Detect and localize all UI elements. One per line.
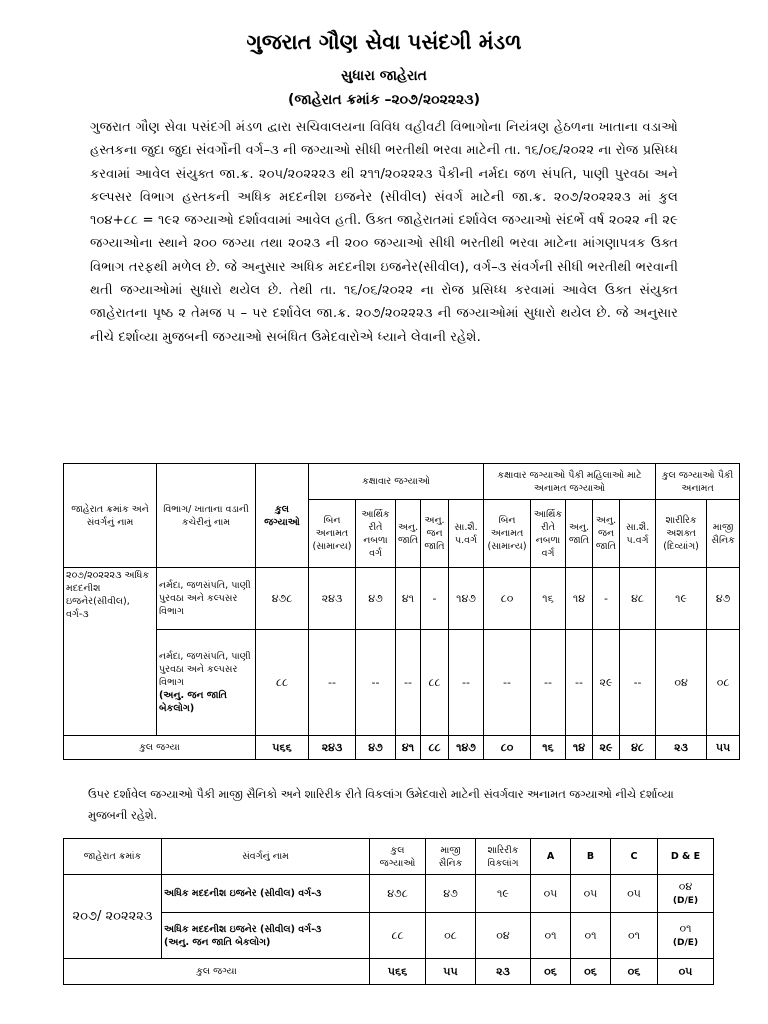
table-cell: ૦૧	[611, 913, 658, 959]
table-cell: -	[421, 568, 449, 630]
table-cell: ૪૭	[426, 875, 476, 913]
table-cell: ૦૬	[531, 959, 571, 985]
table-cell: ૪૭	[356, 736, 396, 760]
dept-name: નર્મદા, જળસંપતિ, પાણી પુરવઠા અને કલ્પસર વિભાગ	[159, 651, 251, 688]
table-cell: ૧૯	[476, 875, 531, 913]
table-cell: ૮૮	[421, 630, 449, 736]
table-cell: --	[620, 630, 656, 736]
table-cell: ૫૫	[707, 736, 740, 760]
header-dept: વિભાગ/ ખાતાના વડાની કચેરીનું નામ	[157, 464, 256, 568]
advertisement-number: (જાહેરાત ક્રમાંક –૨૦૭/૨૦૨૨૨૩)	[288, 92, 480, 108]
table-cell: --	[484, 630, 531, 736]
table-cell: ૦૧	[571, 913, 611, 959]
table-cell: ૮૦	[484, 568, 531, 630]
header-cell: સંવર્ગનું નામ	[162, 839, 370, 875]
table-cell: --	[396, 630, 421, 736]
page-title: ગુજરાત ગૌણ સેવા પસંદગી મંડળ	[246, 30, 522, 54]
table-cell: ૮૦	[484, 736, 531, 760]
header-cell: કુલ જગ્યાઓ	[370, 839, 426, 875]
table-cell: ૪૧	[396, 736, 421, 760]
table-cell: ૨૯	[593, 736, 620, 760]
table-cell: ૦૫	[571, 875, 611, 913]
sub-header: અનુ. જન જાતિ	[421, 500, 449, 568]
header-cell: D & E	[658, 839, 714, 875]
sub-header: માજી સૈનિક	[707, 500, 740, 568]
table-cell: ૨૪૩	[309, 568, 356, 630]
table-cell: ૦૧	[531, 913, 571, 959]
header-women: કક્ષાવાર જગ્યાઓ પૈકી મહિલાઓ માટે અનામત જગ્યાઓ	[484, 464, 656, 500]
sub-header: અનુ. જન જાતિ	[593, 500, 620, 568]
sub-header: સા.શૈ. પ.વર્ગ	[620, 500, 656, 568]
cadre-name: અધિક મદદનીશ ઇજનેર (સીવીલ) વર્ગ-૩	[162, 875, 370, 913]
total-label: કુલ જગ્યા	[64, 959, 370, 985]
table-cell: --	[356, 630, 396, 736]
table-cell: ૨૩	[656, 736, 707, 760]
header-cell: B	[571, 839, 611, 875]
cadre-name-text: અધિક મદદનીશ ઇજનેર (સીવીલ) વર્ગ-૩	[164, 923, 322, 935]
table-cell: ૪૮	[620, 568, 656, 630]
header-cell: શારિરીક વિકલાંગ	[476, 839, 531, 875]
total-cell: ૫૬૬	[256, 736, 309, 760]
table-cell: ૦૫	[658, 959, 714, 985]
table-cell: ૪૭	[707, 568, 740, 630]
sub-header: અનુ. જાતિ	[566, 500, 593, 568]
table-cell: ૨૯	[593, 630, 620, 736]
table-cell: ૨૪૩	[309, 736, 356, 760]
header-cell: જાહેરાત ક્રમાંક	[64, 839, 162, 875]
table-cell: ૧૪	[566, 568, 593, 630]
table-cell: --	[531, 630, 566, 736]
subtitle: સુધારા જાહેરાત	[341, 68, 427, 84]
header-cell: A	[531, 839, 571, 875]
table-cell: ૦૮	[707, 630, 740, 736]
vacancy-table	[63, 463, 740, 760]
table-cell: ૦૫	[531, 875, 571, 913]
table-cell: ૪૭૮	[370, 875, 426, 913]
advt-cell: ૨૦૭/ ૨૦૨૨૨૩	[64, 875, 162, 959]
dept-cell: નર્મદા, જળસંપતિ, પાણી પુરવઠા અને કલ્પસર વિભાગ	[157, 568, 256, 630]
table-cell	[658, 913, 714, 959]
sub-header: બિન અનામત (સામાન્ય)	[484, 500, 531, 568]
de-note: (D/E)	[672, 895, 699, 906]
note-paragraph: ઉપર દર્શાવેલ જગ્યાઓ પૈકી માજી સૈનિકો અને શારિરીક રીતે વિકલાંગ ઉમેદવારો માટેની સંવર્ગવાર અનામત જગ્યાઓ નીચે દર્શાવ્યા મુજબની રહેશે.	[88, 788, 674, 822]
table-cell: ૧૬	[531, 568, 566, 630]
table-cell	[658, 875, 714, 913]
table-cell: ૪૮	[620, 736, 656, 760]
table-cell: ૧૯	[656, 568, 707, 630]
dept-cell	[157, 630, 256, 736]
table-cell: ૮૮	[421, 736, 449, 760]
sub-header: આર્થિક રીતે નબળા વર્ગ	[531, 500, 566, 568]
header-cell: C	[611, 839, 658, 875]
sub-header: અનુ. જાતિ	[396, 500, 421, 568]
header-advt: જાહેરાત ક્રમાંક અને સંવર્ગનું નામ	[64, 464, 157, 568]
sub-header: સા.શૈ. પ.વર્ગ	[449, 500, 484, 568]
table-cell: ૧૪	[566, 736, 593, 760]
cadre-name	[162, 913, 370, 959]
table-cell: ૫૫	[426, 959, 476, 985]
table-cell: -	[593, 568, 620, 630]
table-cell: ૪૭	[356, 568, 396, 630]
table-cell: ૧૪૭	[449, 736, 484, 760]
table-cell: ૪૧	[396, 568, 421, 630]
header-reserved: કુલ જગ્યાઓ પૈકી અનામત	[656, 464, 740, 500]
table-cell: ૦૪	[656, 630, 707, 736]
de-value: ૦૧	[679, 921, 692, 935]
table-cell: ૧૬	[531, 736, 566, 760]
reservation-table	[63, 838, 714, 985]
header-total: કુલ જગ્યાઓ	[256, 464, 309, 568]
advt-cell: ૨૦૭/૨૦૨૨૨૩ અધિક મદદનીશ ઇજનેર(સીવીલ), વર્ગ-૩	[64, 568, 157, 736]
table-cell: ૫૬૬	[370, 959, 426, 985]
table-cell: ૦૬	[611, 959, 658, 985]
table-cell: ૦૮	[426, 913, 476, 959]
total-cell: ૮૮	[256, 630, 309, 736]
total-label: કુલ જગ્યા	[64, 736, 256, 760]
table-cell: ૨૩	[476, 959, 531, 985]
table-cell: ૦૪	[476, 913, 531, 959]
table-cell: ૮૮	[370, 913, 426, 959]
table-cell: --	[566, 630, 593, 736]
sub-header: બિન અનામત (સામાન્ય)	[309, 500, 356, 568]
total-cell: ૪૭૮	[256, 568, 309, 630]
sub-header: આર્થિક રીતે નબળા વર્ગ	[356, 500, 396, 568]
table-cell: --	[309, 630, 356, 736]
dept-note: (અનુ. જન જાતિ બેકલોગ)	[159, 690, 227, 714]
cadre-note: (અનુ. જન જાતિ બેકલોગ)	[164, 936, 271, 948]
body-paragraph: ગુજરાત ગૌણ સેવા પસંદગી મંડળ દ્વારા સચિવાલયના વિવિધ વહીવટી વિભાગોના નિયંત્રણ હેઠળના ખાતાના વડાઓ હસ્તકના જુદા જુદા સંવર્ગોની વર્ગ–૩ ની જગ્યાઓ સીધી ભરતીથી ભરવા માટેની તા. ૧૬/૦૬/૨૦૨૨ ના રોજ પ્રસિધ્ધ કરવામાં આવેલ સંયુક્ત જા.ક્ર. ૨૦૫/૨૦૨૨૨૩ થી ૨૧૧/૨૦૨૨૨૩ પૈકીની નર્મદા જળ સંપતિ, પાણી પુરવઠા અને કલ્પસર વિભાગ હસ્તકની અધિક મદદનીશ ઇજનેર (સીવીલ) સંવર્ગ માટેની જા.ક્ર. ૨૦૭/૨૦૨૨૨૩ માં કુલ ૧૦૪+૮૮ = ૧૯૨ જગ્યાઓ દર્શાવવામાં આવેલ હતી. ઉક્ત જાહેરાતમાં દર્શાવેલ જગ્યાઓ સંદર્ભે વર્ષ ૨૦૨૨ ની ૨૯ જગ્યાઓના સ્થાને ૨૦૦ જગ્યા તથા ૨૦૨૩ ની ૨૦૦ જગ્યાઓ સીધી ભરતીથી ભરવા માટેના માંગણાપત્રક ઉક્ત વિભાગ તરફથી મળેલ છે. જે અનુસાર અધિક મદદનીશ ઇજનેર(સીવીલ), વર્ગ–૩ સંવર્ગની સીધી ભરતીથી ભરવાની થતી જગ્યાઓમાં સુધારો થયેલ છે. તેથી તા. ૧૬/૦૬/૨૦૨૨ ના રોજ પ્રસિધ્ધ કરવામાં આવેલ ઉક્ત સંયુક્ત જાહેરાતના પૃષ્ઠ ૨ તેમજ ૫ – પર દર્શાવેલ જા.ક્ર. ૨૦૭/૨૦૨૨૨૩ ની જગ્યાઓમાં સુધારો થયેલ છે. જે અનુસાર નીચે દર્શાવ્યા મુજબની જગ્યાઓ સબંધિત ઉમેદવારોએ ધ્યાને લેવાની રહેશે.	[90, 120, 678, 345]
de-value: ૦૪	[678, 879, 693, 893]
table-cell: ૦૬	[571, 959, 611, 985]
header-cell: માજી સૈનિક	[426, 839, 476, 875]
table-cell: ૧૪૭	[449, 568, 484, 630]
table-cell: --	[449, 630, 484, 736]
sub-header: શારીરિક અશક્ત (દિવ્યાંગ)	[656, 500, 707, 568]
header-category: કક્ષાવાર જગ્યાઓ	[309, 464, 484, 500]
de-note: (D/E)	[672, 937, 699, 948]
table-cell: ૦૫	[611, 875, 658, 913]
